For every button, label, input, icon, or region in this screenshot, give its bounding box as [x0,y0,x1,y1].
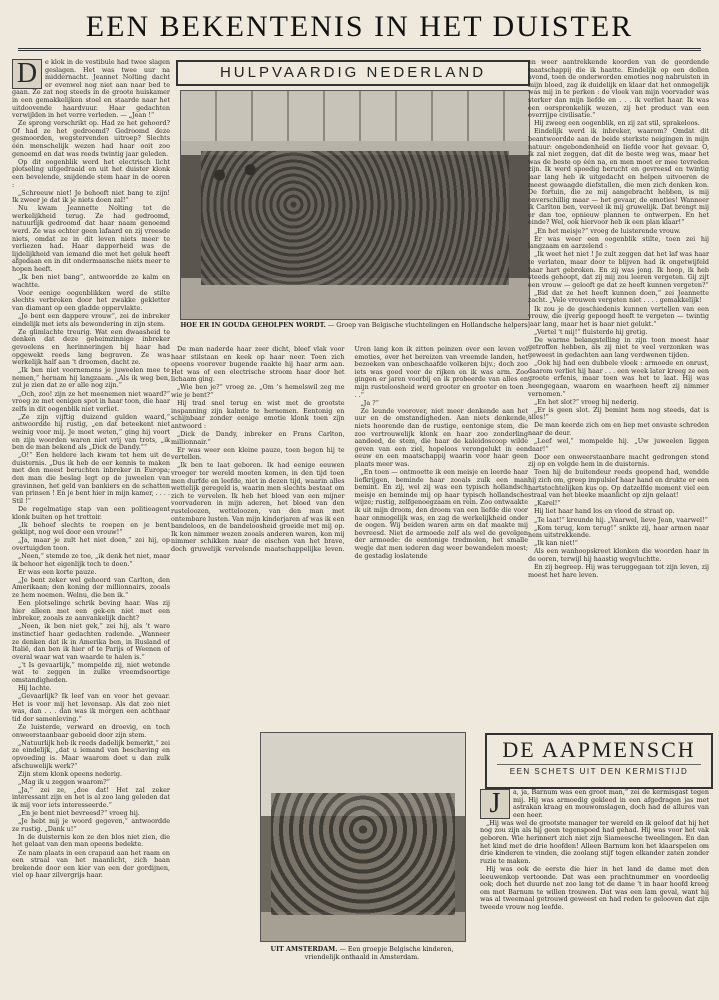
story-paragraph: Ze leunde voorover, niet meer denkende aan het uur en de omstandigheden. Aan niets denkende, niets hoorende dan de rustige, eentonige stem, die zoo vertrouwelijk klonk en haar zoo zonderling aandeed, de stem, die haar de kaleidoscoop wilde geven van een ziel, hopeloos verongelukt in een eeuw en een maatschappij waarin voor haar geen plaats meer was. [354,406,528,468]
story-paragraph: In de duisternis kon ze den blos niet zien, die het gelaat van den man opeens bedekte. [12,832,170,849]
story-paragraph: „Schreeuw niet! Je behoeft niet bang te zijn! Ik zweer je dat ik je niets doen zal!“ [12,188,170,205]
story-paragraph: „Wie ben je?“ vroeg ze. „Om 's hemelswil zeg me wie je bent?“ [171,383,345,400]
caption-amsterdam-rest: — Een groepje Belgische kinderen, vriendelijk onthaald in Amsterdam. [304,945,454,961]
photo-children-group [271,793,455,915]
aapmensch-story [480,789,709,994]
story-paragraph: „Gevaarlijk? Ik leef van en voor het gevaar. Het is voor mij het levensap. Als dat zoo niet was, dan . . . dan was ik morgen een achthaar tid der samenleving.“ [12,692,170,723]
story-paragraph: Hij trad snel terug en wist met de grootste inspanning zijn kalmte te hernemen. Eentonig en schijnbaar zonder eenige emotie klonk toen zijn antwoord : [171,399,345,430]
story-column-left-body [12,59,170,880]
photo-amsterdam-children [260,732,466,942]
story-paragraph: Als een wanhoopskreet klonken die woorden haar in de ooren, terwijl hij haastig wegvluchtte. [528,547,709,563]
page-headline: EEN BEKENTENIS IN HET DUISTER [18,6,701,51]
story-paragraph: Er was weer een oogenblik stilte, toen zei hij langzaam en aarzelend : [528,234,709,251]
story-paragraph: „Te laat!“ kreunde hij. „Vaarwel, lieve Jean, vaarwel!“ [534,515,708,524]
aapmensch-title: DE AAPMENSCH [502,737,696,762]
story-paragraph: „Leef wel,“ mompelde hij. „Uw juweelen liggen daar!“ [528,437,709,453]
story-paragraph: „Ik ben niet bang“, antwoordde ze kalm en wachtte. [12,273,170,289]
story-paragraph: „Kom terug, kom terug!“ snikte zij, haar armen naar hem uitstrekkende. [528,523,709,540]
story-paragraph: „Och, zoo! zijn ze het meenemen niet waard?“ vroeg ze met eenigen spot in haar toon, die haar zelfs in dit oogenblik niet verliet. [12,389,170,413]
photo-caption-amsterdam [260,946,464,961]
aapmensch-story-body [480,789,709,912]
story-paragraph: „'t Is gevaarlijk,“ mompelde zij, niet wetende wat te zeggen in zulke vreemdsoortige omstandigheden. [12,660,170,684]
section-title-hulpvaardig: HULPVAARDIG NEDERLAND [176,60,530,86]
story-paragraph: Ik zou je de geschiedenis kunnen vertellen van een vrouw, die ijverig gepoogd heeft te vergeten — twintig jaar lang, maar het is haar niet gelukt.“ [528,304,709,328]
story-paragraph: Hij lachte. [18,684,52,693]
story-paragraph: „Ik ben te laat geboren. Ik had eenige eeuwen vroeger ter wereld moeten komen, in den tijd toen men durfde en leefde, niet in dezen tijd, waarin alles wettelijk geregeld is, waarin men slechts bestaat om zich te vervelen. Ik heb het bloed van een mijner voorvaderen in mijn aderen, het bloed van den rusteloozen, wetteloozen, van den man met ontembare lusten. Van mijn kinderjaren af was ik een bandeloos, en de bandeloosheid groeide met mij op. Ik kon nimmer wezen zooals anderen waren, kon mij nimmer schikken naar de eischen van het brave, doch gruwelijk vervelende maatschappelijke leven. Uren lang kon ik zitten peinzen over een leven vol emoties, over het bereizen van vreemde landen, het bezoeken van onbeschaafde volkeren bijv.; doch zoo iets was goed voor de rijken en ik was arm. Zoo gingen er jaren voorbij en ik probeerde van alles en mijn rusteloosheid werd grooter en grooter en toen . . .“ [171,346,528,553]
photo-crowd [201,151,509,285]
story-paragraph: en weer aantrekkende koorden van de geordende maatschappij die ik haatte. Eindelijk op een dollen avond, toen de onderworden emoties nog nabruisten in mijn bloed, zag ik duidelijk en klaar dat het onmogelijk was mij in te perken : de vloek van mijn voorvader was sterker dan mijn liefde en . . . ik verliet haar. Ik was een oorspronkelijk wezen, zij het product van een overrijpe civilisatie.“ [528,59,709,120]
story-paragraph: Op dit oogenblik werd het electrisch licht plotseling uitgedraaid en uit het duister klonk een bevelende, snijdende stem haar in de ooren : [12,157,170,189]
story-paragraph: Door een onweerstaanbare macht gedrongen stond zij op en volgde hem in de duisternis. [528,452,709,469]
caption-gouda-rest: — Groep van Belgische vluchtelingen en Hollandsche helpers [325,321,528,329]
story-paragraph: „Ja, maar je zult het niet doen,“ zei hij, op overtuigden toon. [12,536,170,552]
photo-caption-gouda [180,322,528,330]
story-paragraph: „Je bent een dappere vrouw“, zei de inbreker eindelijk met iets als bewondering in zijn stem. [12,312,170,328]
story-paragraph: „En het meisje?“ vroeg de luisterende vrouw. [534,226,681,235]
story-paragraph: De warme belangstelling in zijn toon moest haar getroffen hebben, als zij niet te veel verzonken was geweest in gedachten aan lang verdwenen tijden. [528,335,709,360]
story-paragraph: De man keerde zich om en liep met onvaste schreden naar de deur. [528,421,709,437]
story-paragraph: Een plotselinge schrik beving haar. Was zij hier alleen met een gek-en niet met een inbreker, zooals ze aanvankelijk dacht? [12,599,170,623]
caption-amsterdam-strong: UIT AMSTERDAM. [270,945,338,953]
story-paragraph: „O!“ Een heldere lach kwam tot hem uit de duisternis. „Dus ik heb de eer kennis te maken met den meest beruchten inbreker in Europa; den man die beslag legt op de juweelen van gravinnen, het geld van bankiers en de schatten van prinsen ! En je bent hier in mijn kamer, . . . . Stil !“ [12,451,170,505]
section-title-aapmensch [485,733,713,789]
story-paragraph: „Ik kan niet!“ [534,539,578,548]
story-paragraph: „Dick de Dandy, inbreker en Frans Carlton, millionnair.“ [171,430,345,446]
story-column-right [528,59,709,734]
story-paragraph: „Ik ben niet voornemens je juweelen mee te nemen,“ hernam hij langzaam. „Als ik weg ben, zul je zien dat ze er alle nog zijn.“ [12,366,170,390]
story-paragraph: Er was een korte pauze. [18,567,97,576]
story-paragraph: „Neen,“ stemde ze toe, „ik denk het niet, maar ik behoor het eigenlijk toch te doen.“ [12,552,170,568]
story-paragraph: Ze glimlachte treurig. Wat een dwaasheid te denken dat deze geheimzinnige inbreker gevoelens en herinneringen bij haar had opgewekt reeds lang begraven. Ze was werkelijk half aan 't droomen, dacht ze. [12,327,170,367]
story-column-left [12,59,170,989]
story-paragraph: „Mag ik u zeggen waarom?“ [18,777,110,786]
story-paragraph: Hij zweeg een oogenblik, en zij zat stil, sprakeloos. [534,119,700,128]
story-paragraph: Nu kwam Jeannette Nolting tot de werkelijkheid terug. Ze had gedroomd, natuurlijk gedroomd dat haar naam genoemd werd. Ze was echter geen lafaard en zij vreesde niets, omdat ze in dit leven niets meer te verliezen had. Haar dapperheid was de lijdelijkheid van iemand die met het geluk heeft afgedaan en in dit ondermaansche niets meer te hopen heeft. [12,204,170,274]
story-paragraph: Zijn stem klonk opeens nederig. [18,769,123,778]
story-paragraph: Eindelijk werd ik inbreker, waarom? Omdat dit beantwoordde aan de beide sterkste neigingen in mijn natuur: ongebondenheid en liefde voor het gevaar. O, ik zal niet zeggen, dat dit de beste weg was, maar het was de beste op één na, en men moet er mee tevreden zijn. Ik werd spoedig berucht en gevreesd en twintig jaar lang heb ik uitgedacht en helpen uitvoeren de meest gewaagde diefstallen, die men zich denken kon. De fortuin, die ze mij aangebracht hebben, is mij onverschillig maar — het gevaar, de emoties! Wanneer ik Carlton ben, verveel ik mij gruwelijk. Dat brengt mij er dan toe, opnieuw plannen te ontwerpen. En het einde? Wel, ook hiervoor heb ik een plan klaar!“ [528,127,709,227]
magazine-page [8,4,711,996]
story-paragraph: De regelmatige stap van een politieagent klonk buiten op het trottoir. [12,504,170,521]
story-paragraph: En zij begreep. Hij was teruggegaan tot zijn leven, zij moest het hare leven. [528,563,709,579]
story-paragraph: „En toen — ontmoette ik een meisje en leerde haar liefkrijgen, beminde haar zooals zulk een man bemint. En zij, wel zij was een typisch hollandsch meisje en beminde mij op haar typisch hollandsche wijze; rustig, zelfgenoegzaam en rein. Zoo ontwaakte ik uit mijn droom, den droom van een liefde die voor haar onmogelijk was, en zag de werkelijkheid onder de oogen. Wij beiden waren arm en dat maakte mij bevreesd. Niet de armoede zelf als wel de gevolgen der armoede: de eentonige tredmolen, het smalle wegje dat men iederen dag weer bewandelen moest; de gestadig loslatende [354,468,528,560]
story-paragraph: e klok in de vestibule had twee slagen geslagen. Het was twee uur na middernacht. Jeannet Nolting dacht er evenwel nog niet aan naar bed te gaan. Ze zat nog steeds in de groote huiskamer in een gemakkelijken stoel en staarde naar het uitdoovende haardvuur. Haar gedachten verwijlden in het verre verleden. — „Jean !“ [12,59,170,120]
caption-gouda-strong: HOE ER IN GOUDA GEHOLPEN WORDT. [180,321,326,329]
story-paragraph: Er was weer een kleine pauze, toen begon hij te vertellen. [171,445,345,462]
story-dropcap: D [12,59,42,89]
story-paragraph: De man naderde haar zeer dicht, bleef vlak voor haar stilstaan en keek op haar neer. Toen zich opeens voorover bugende raakte hij haar arm aan. Het was of een electrische stroom haar door het lichaam ging. [171,346,345,384]
story-paragraph: Ze sprong verschrikt op. Had ze het gehoord? Of had ze het gedroomd? Gedroomd deze gesmoorden, wegstervenden uitroep? Slechts één menschelijk wezen had haar ooit zoo genoemd en dat was reeds twintig jaar geleden. [12,119,170,158]
story-paragraph: a, ja, Barnum was een groot man,“ zei de kermisgast tegen mij. Hij was armoedig gekleed in een afgedragen jas met astrakan kraag en mouwomslagen, doch had de allures van een heer. [513,789,709,819]
story-paragraph: Hij was ook de eerste die hier in het land de dame met den leeuwenkop vertoonde. Dat was een prachtnummer en voordeelig ook; doch het duurde net zoo lang tot de dame 't in haar hoofd kreeg om met Barnum te willen trouwen. Dat was een lam geval, want hij was al tweemaal getrouwd geweest en had reden te gelooven dat zijn tweede vrouw nog leefde. [480,864,709,911]
photo-gouda-refugees [180,90,530,320]
story-paragraph: „Er is geen slot. Zij bemint hem nog steeds, dat is alles!“ [528,405,709,422]
story-paragraph: „Vertel 't mij!“ fluisterde hij gretig. [534,327,648,336]
story-paragraph: „Karel!“ [534,499,561,508]
story-paragraph: „En het slot?“ vroeg hij nederig. [534,397,639,406]
aapmensch-dropcap: J [480,789,510,819]
story-paragraph: „Neen, ik ben niet gek,“ zei hij, als 't ware instinctief haar gedachten radende. „Wanneer ze denken dat ik in Amerika ben, in Rusland of Italië, dan ben ik hier of te Parijs of Weenen of overal waar wat van waarde te halen is.“ [12,622,170,661]
story-column-middle-body [171,346,528,732]
story-paragraph: „Bid dat ze het heeft kunnen doen,“ zei Jeannette zacht. „Vele vrouwen vergeten niet . . . . gemakkelijk! [528,288,709,305]
story-paragraph: Voor eenige oogenblikken werd de stilte slechts verbroken door het zwakke gekletter van diamant op een gladde oppervlakte. [12,288,170,312]
story-paragraph: „Ze zijn vijftig duizend gulden waard,“ antwoordde hij rustig, „en dat beteekent niet weinig voor mij. Je moet weten,“ ging hij voort en zijn woorden waren niet vrij van trots, „ik ben de man bekend als „Dick de Dandy.““ [12,412,170,452]
story-paragraph: Hij liet haar hand los en vlood de straat op. [534,507,675,516]
story-column-middle [171,346,528,732]
story-paragraph: „Je bent zeker wel gehoord van Carlton, den Amerikaan; den koning der millionnairs, zooals ze hem noemen. Welnu, die ben ik.“ [12,575,170,599]
story-paragraph: „Je hebt mij je woord gegeven,“ antwoordde ze rustig. „Dank u!“ [12,817,170,833]
story-paragraph: „En je bent niet bevreesd?“ vroeg hij. [18,809,140,818]
story-paragraph: Ze luisterde, verward en droevig, en toch onweerstaanbaar geboeid door zijn stem. [12,723,170,739]
story-paragraph: „Ik behoef slechts te roepen en je bent gekiipt, nog wel door een vrouw!“ [12,520,170,537]
story-paragraph: „Ja ?“ [360,398,379,407]
story-paragraph: Ze nam plaats in een crapaud aan het raam en een straal van het maanlicht, zich baan brekende door een kier van een der gordijnen, viel op haar zilvergrijs haar. [12,848,170,880]
photo-building-facade [181,91,529,141]
aapmensch-subtitle: EEN SCHETS UIT DEN KERMISTIJD [497,764,701,776]
story-paragraph: „Ik weet het niet ! Je zult zeggen dat het laf was haar te verlaten, maar door te blijven had ik ongetwijfeld haar hart gebroken. En zij was jong. Ik hoop, ik heb steeds gehoopt, dat zij mij zou leeren vergeten. Gij zijt een vrouw — gelooft ge dat ze heeft kunnen vergeten?“ [528,250,709,289]
story-paragraph: „Hij was wel de grootste manager ter wereld en ik geloof dat hij het nog zou zijn als hij geen tegenspoed had gehad. Hij was voor het vak geboren. Wie herinnert zich niet zijn Siameesche tweelingen. En dan het kind met de drie hoofden! Alleen Barnum kon het klaarspelen om drie kinderen te vinden, die zoolang stijf tegen elkander zaten zonder ruzie te maken. [480,818,709,865]
story-paragraph: „Natuurlijk heb ik reeds dadelijk bemerkt,“ zei ze eindelijk, „dat u iemand van beschaving en opvoeding is. Maar waarom doet u dan zulk afschuwelijk werk?“ [12,738,170,770]
story-column-right-body [528,59,709,579]
story-paragraph: „Ook hij had een dubbele vloek : armoede en onrust, daarom verliet hij haar . . . een week later kreeg ze een groote erfenis, maar toen was het te laat. Hij was heengegaan, waarom en waarheen heeft zij nimmer vernomen.“ [528,359,709,398]
story-paragraph: „Ja,“ zei ze, „doe dat! Het zal zeker interessant zijn en het is al zoo lang geleden dat ik mij voor iets interesseerde.“ [12,785,170,809]
story-paragraph: Toen hij de buitendeur reeds geopend had, wendde hij zich om, greep impulsief haar hand en drukte er een hartstochtelijken kus op. Op datzelfde moment viel een straal van het bleeke maanlicht op zijn gelaat! [528,468,709,500]
